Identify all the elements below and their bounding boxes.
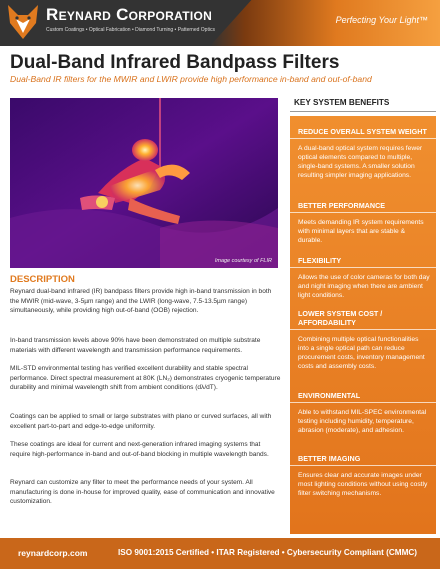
- divider: [290, 402, 436, 403]
- benefits-sidebar: [290, 116, 436, 534]
- benefit-text: A dual-band optical system requires fewer optical elements compared to multiple, single-band systems. A smaller solution resulting simpler imaging applications.: [298, 145, 423, 179]
- benefit-text: Meets demanding IR system requirements with minimal layers that are stable & durable.: [298, 219, 424, 244]
- header-slogan: Perfecting Your Light™: [335, 15, 428, 25]
- benefit-heading: FLEXIBILITY: [298, 256, 342, 265]
- benefit-text: Ensures clear and accurate images under most lighting conditions without using costly filter switching mechanisms.: [298, 472, 428, 497]
- description-paragraph: In-band transmission levels above 90% have been demonstrated on multiple substrate materials with different wavelength and transmission performance requirements.: [10, 337, 261, 354]
- page-subtitle: Dual-Band IR filters for the MWIR and LWIR provide high performance in-band and out-of-band: [10, 74, 372, 84]
- divider: [290, 465, 436, 466]
- description-paragraph: Reynard can customize any filter to meet the performance needs of your system. All manufacturing is done in-house for improved quality, ease of communication and innovative customization.: [10, 479, 275, 505]
- divider: [290, 212, 436, 213]
- benefit-heading: BETTER IMAGING: [298, 454, 361, 463]
- description-paragraph: Reynard dual-band infrared (IR) bandpass filters provide high in-band transmission in both the MWIR (mid-wave, 3-5µm range) and the LWIR (long-wave, 7.5-13.5µm range) simultaneously, while providing high out-of-band (OOB) rejection.: [10, 288, 272, 314]
- description-paragraph: These coatings are ideal for current and next-generation infrared imaging systems that require high-performance in-band and out-of-band blocking in multiple wavelength bands.: [10, 441, 269, 458]
- benefit-heading: LOWER SYSTEM COST / AFFORDABILITY: [298, 309, 383, 327]
- thermal-scene-graphic: [10, 98, 278, 268]
- photo-caption: Image courtesy of FLIR: [214, 258, 272, 264]
- benefit-heading: ENVIRONMENTAL: [298, 391, 361, 400]
- divider: [290, 267, 436, 268]
- brand-tagline: Custom Coatings • Optical Fabrication • Diamond Turning • Patterned Optics: [46, 27, 215, 33]
- thermal-image: [10, 98, 278, 268]
- divider: [290, 111, 436, 112]
- description-heading: DESCRIPTION: [10, 274, 75, 285]
- benefit-heading: BETTER PERFORMANCE: [298, 201, 386, 210]
- benefit-heading: REDUCE OVERALL SYSTEM WEIGHT: [298, 127, 427, 136]
- benefit-text: Allows the use of color cameras for both day and night imaging when there are ambient light conditions.: [298, 274, 430, 299]
- sidebar-title: KEY SYSTEM BENEFITS: [294, 98, 390, 107]
- benefit-text: Able to withstand MIL-SPEC environmental testing including humidity, temperature, abrasion (moderate), and adhesion.: [298, 409, 427, 434]
- certifications-text: ISO 9001:2015 Certified • ITAR Registered • Cybersecurity Compliant (CMMC): [118, 548, 418, 557]
- page-title: Dual-Band Infrared Bandpass Filters: [10, 52, 340, 73]
- website-link[interactable]: reynardcorp.com: [18, 548, 88, 558]
- description-paragraph: Coatings can be applied to small or large substrates with plano or curved surfaces, all with excellent part-to-part and edge-to-edge uniformity.: [10, 413, 272, 430]
- header-bar: [0, 0, 440, 46]
- description-paragraph: MIL-STD environmental testing has verified excellent durability and stable spectral performance. Direct spectral measurement at 80K (LN₂) demonstrates cryogenic temperature durability and minimal wavelength shift from ambient conditions (dλ/dT).: [10, 365, 281, 391]
- fox-logo-icon: [6, 3, 40, 41]
- brand-name: Reynard Corporation: [46, 5, 213, 24]
- divider: [290, 138, 436, 139]
- divider: [290, 329, 436, 330]
- benefit-text: Combining multiple optical functionalities into a single optical path can reduce procurement costs, inventory management costs and assembly costs.: [298, 336, 425, 370]
- footer-bar: [0, 538, 440, 569]
